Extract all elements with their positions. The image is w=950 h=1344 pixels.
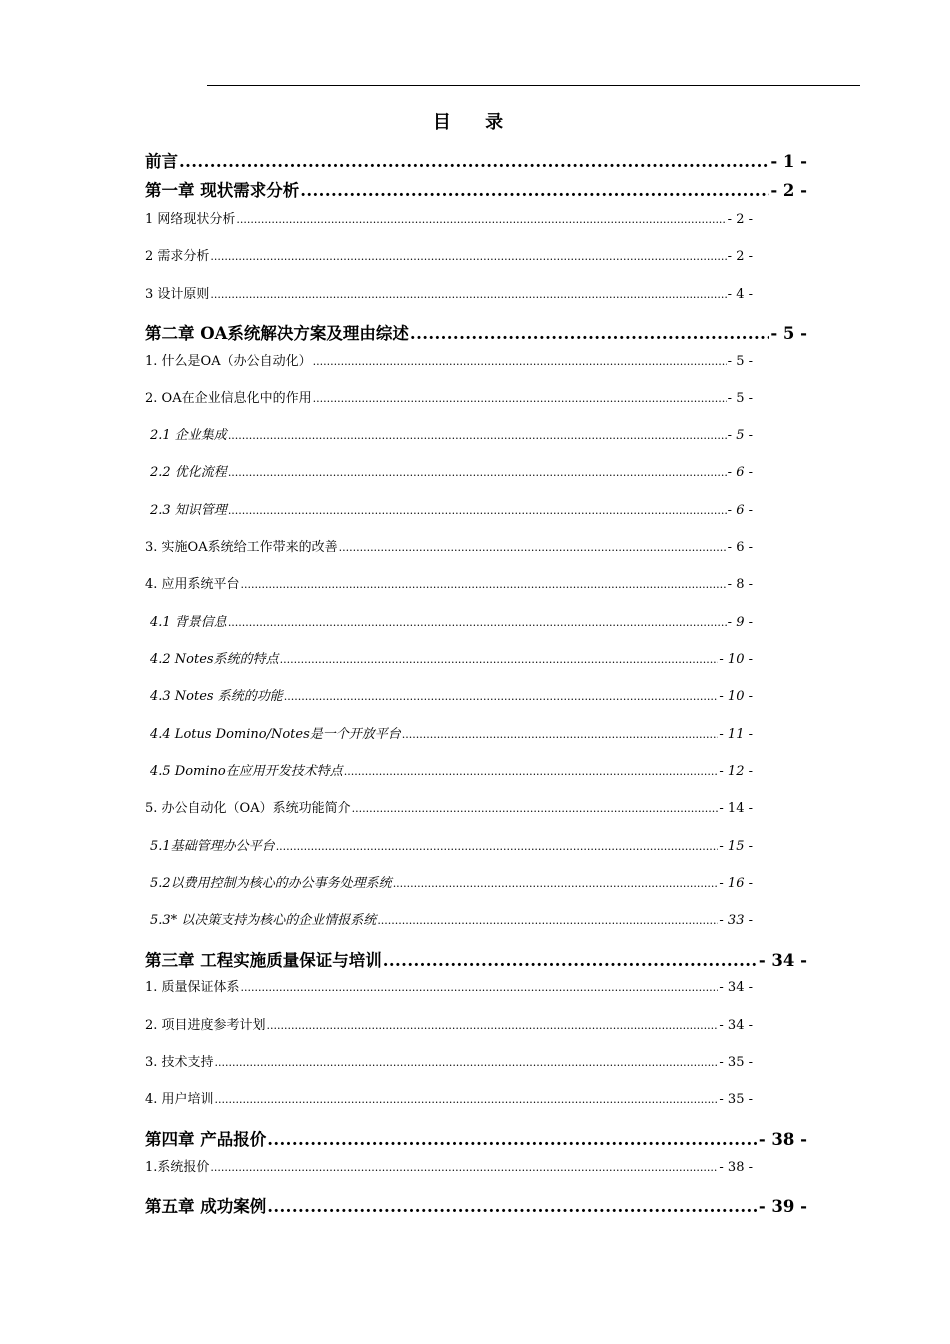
toc-entry-page: - 11 - xyxy=(719,727,753,742)
toc-entry-page: - 9 - xyxy=(727,615,753,630)
toc-title: 目 录 xyxy=(432,112,518,133)
toc-entry-page: - 38 - xyxy=(719,1160,753,1175)
toc-entry-title: 第三章 工程实施质量保证与培训 xyxy=(145,951,382,970)
toc-entry-page: - 38 - xyxy=(758,1130,807,1149)
dot-leader xyxy=(280,653,719,666)
toc-entry-page: - 5 - xyxy=(727,391,753,406)
toc-entry[interactable] xyxy=(145,976,753,995)
toc-entry[interactable] xyxy=(145,461,753,480)
toc-entry-title: 4.3 Notes 系统的功能 xyxy=(150,689,283,704)
toc-entry[interactable] xyxy=(145,387,753,406)
dot-leader xyxy=(267,1019,719,1032)
toc-entry[interactable] xyxy=(145,177,807,201)
toc-entry-title: 4.5 Domino在应用开发技术特点 xyxy=(150,764,343,779)
toc-entry-title: 4. 用户培训 xyxy=(145,1092,214,1107)
dot-leader xyxy=(300,181,769,200)
dot-leader xyxy=(210,1161,718,1174)
toc-entry[interactable] xyxy=(145,499,753,518)
dot-leader xyxy=(344,765,719,778)
toc-entry-title: 2 需求分析 xyxy=(145,249,210,264)
dot-leader xyxy=(215,1093,719,1106)
toc-entry[interactable] xyxy=(145,1126,807,1150)
dot-leader xyxy=(393,877,719,890)
toc-entry-page: - 1 - xyxy=(770,152,807,171)
toc-entry[interactable] xyxy=(145,245,753,264)
toc-entry-page: - 8 - xyxy=(727,577,753,592)
dot-leader xyxy=(210,288,726,301)
toc-entry-page: - 34 - xyxy=(758,951,807,970)
dot-leader xyxy=(267,1130,758,1149)
toc-entry-page: - 4 - xyxy=(727,287,753,302)
toc-entry[interactable] xyxy=(145,1088,753,1107)
dot-leader xyxy=(210,250,726,263)
dot-leader xyxy=(267,1197,758,1216)
toc-entry-title: 2.1 企业集成 xyxy=(150,428,227,443)
toc-entry-title: 1 网络现状分析 xyxy=(145,212,236,227)
dot-leader xyxy=(313,355,727,368)
toc-entry-page: - 34 - xyxy=(719,980,753,995)
toc-entry-page: - 35 - xyxy=(719,1092,753,1107)
toc-entry[interactable] xyxy=(145,835,753,854)
toc-entry-title: 2.2 优化流程 xyxy=(150,465,227,480)
dot-leader xyxy=(241,578,727,591)
dot-leader xyxy=(377,914,718,927)
toc-entry[interactable] xyxy=(145,283,753,302)
toc-entry[interactable] xyxy=(145,947,807,971)
toc-entry[interactable] xyxy=(145,685,753,704)
toc-entry-title: 4.4 Lotus Domino/Notes是一个开放平台 xyxy=(150,727,401,742)
toc-entry-title: 5.1基础管理办公平台 xyxy=(150,839,275,854)
toc-entry-page: - 12 - xyxy=(719,764,753,779)
toc-entry-page: - 35 - xyxy=(719,1055,753,1070)
toc-entry[interactable] xyxy=(145,723,753,742)
toc-entry-title: 5. 办公自动化（OA）系统功能简介 xyxy=(145,801,351,816)
toc-entry-title: 第四章 产品报价 xyxy=(145,1130,267,1149)
header-rule xyxy=(207,85,860,86)
toc-entry[interactable] xyxy=(145,573,753,592)
dot-leader xyxy=(313,392,727,405)
toc-entry[interactable] xyxy=(145,148,807,172)
toc-entry-page: - 14 - xyxy=(719,801,753,816)
dot-leader xyxy=(383,951,758,970)
toc-entry-title: 第五章 成功案例 xyxy=(145,1197,267,1216)
toc-entry[interactable] xyxy=(145,611,753,630)
toc-entry-title: 5.2以费用控制为核心的办公事务处理系统 xyxy=(150,876,392,891)
dot-leader xyxy=(402,728,719,741)
toc-entry-title: 2.3 知识管理 xyxy=(150,503,227,518)
toc-entry[interactable] xyxy=(145,1156,753,1175)
toc-entry-page: - 33 - xyxy=(719,913,753,928)
toc-entry-page: - 2 - xyxy=(727,249,753,264)
dot-leader xyxy=(179,152,769,171)
toc-entry[interactable] xyxy=(145,350,753,369)
toc-entry[interactable] xyxy=(145,872,753,891)
toc-entry-title: 3. 实施OA系统给工作带来的改善 xyxy=(145,540,338,555)
dot-leader xyxy=(228,429,727,442)
dot-leader xyxy=(236,213,726,226)
toc-entry-title: 1. 质量保证体系 xyxy=(145,980,240,995)
toc-entry-title: 2. OA在企业信息化中的作用 xyxy=(145,391,312,406)
dot-leader xyxy=(339,541,727,554)
toc-entry[interactable] xyxy=(145,208,753,227)
toc-entry-title: 1. 什么是OA（办公自动化） xyxy=(145,354,312,369)
toc-entry-page: - 6 - xyxy=(727,540,753,555)
toc-entry-page: - 5 - xyxy=(727,354,753,369)
toc-entry[interactable] xyxy=(145,909,753,928)
toc-entry-title: 前言 xyxy=(145,152,178,171)
toc-entry[interactable] xyxy=(145,536,753,555)
toc-entry-page: - 10 - xyxy=(719,652,753,667)
toc-entry-title: 第二章 OA系统解决方案及理由综述 xyxy=(145,324,409,343)
dot-leader xyxy=(352,802,719,815)
toc-entry-title: 3. 技术支持 xyxy=(145,1055,214,1070)
dot-leader xyxy=(228,616,727,629)
toc-entry-title: 第一章 现状需求分析 xyxy=(145,181,300,200)
toc-entry-title: 4.1 背景信息 xyxy=(150,615,227,630)
toc-entry[interactable] xyxy=(145,760,753,779)
toc-entry-page: - 39 - xyxy=(758,1197,807,1216)
toc-entry[interactable] xyxy=(145,1014,753,1033)
toc-entry-title: 4.2 Notes系统的特点 xyxy=(150,652,279,667)
toc-entry-title: 4. 应用系统平台 xyxy=(145,577,240,592)
dot-leader xyxy=(410,324,769,343)
dot-leader xyxy=(228,466,727,479)
toc-entry-title: 5.3* 以决策支持为核心的企业情报系统 xyxy=(150,913,377,928)
toc-entry[interactable] xyxy=(145,1193,807,1217)
toc-entry-page: - 5 - xyxy=(770,324,807,343)
toc-entry-page: - 34 - xyxy=(719,1018,753,1033)
toc-entry-page: - 10 - xyxy=(719,689,753,704)
toc-entry-page: - 16 - xyxy=(719,876,753,891)
toc-entry-title: 1.系统报价 xyxy=(145,1160,210,1175)
dot-leader xyxy=(284,690,719,703)
toc-entry-page: - 2 - xyxy=(770,181,807,200)
toc-entry-page: - 6 - xyxy=(727,503,753,518)
dot-leader xyxy=(215,1056,719,1069)
dot-leader xyxy=(276,840,719,853)
toc-entry-page: - 15 - xyxy=(719,839,753,854)
toc-entry[interactable] xyxy=(145,1051,753,1070)
toc-entry[interactable] xyxy=(145,320,807,344)
toc-entry-page: - 5 - xyxy=(727,428,753,443)
toc-entry-title: 2. 项目进度参考计划 xyxy=(145,1018,266,1033)
toc-entry[interactable] xyxy=(145,424,753,443)
toc-entry-page: - 2 - xyxy=(727,212,753,227)
toc-entry[interactable] xyxy=(145,648,753,667)
toc-entry-title: 3 设计原则 xyxy=(145,287,210,302)
dot-leader xyxy=(241,981,719,994)
toc-entry-page: - 6 - xyxy=(727,465,753,480)
toc-entry[interactable] xyxy=(145,797,753,816)
dot-leader xyxy=(228,504,727,517)
